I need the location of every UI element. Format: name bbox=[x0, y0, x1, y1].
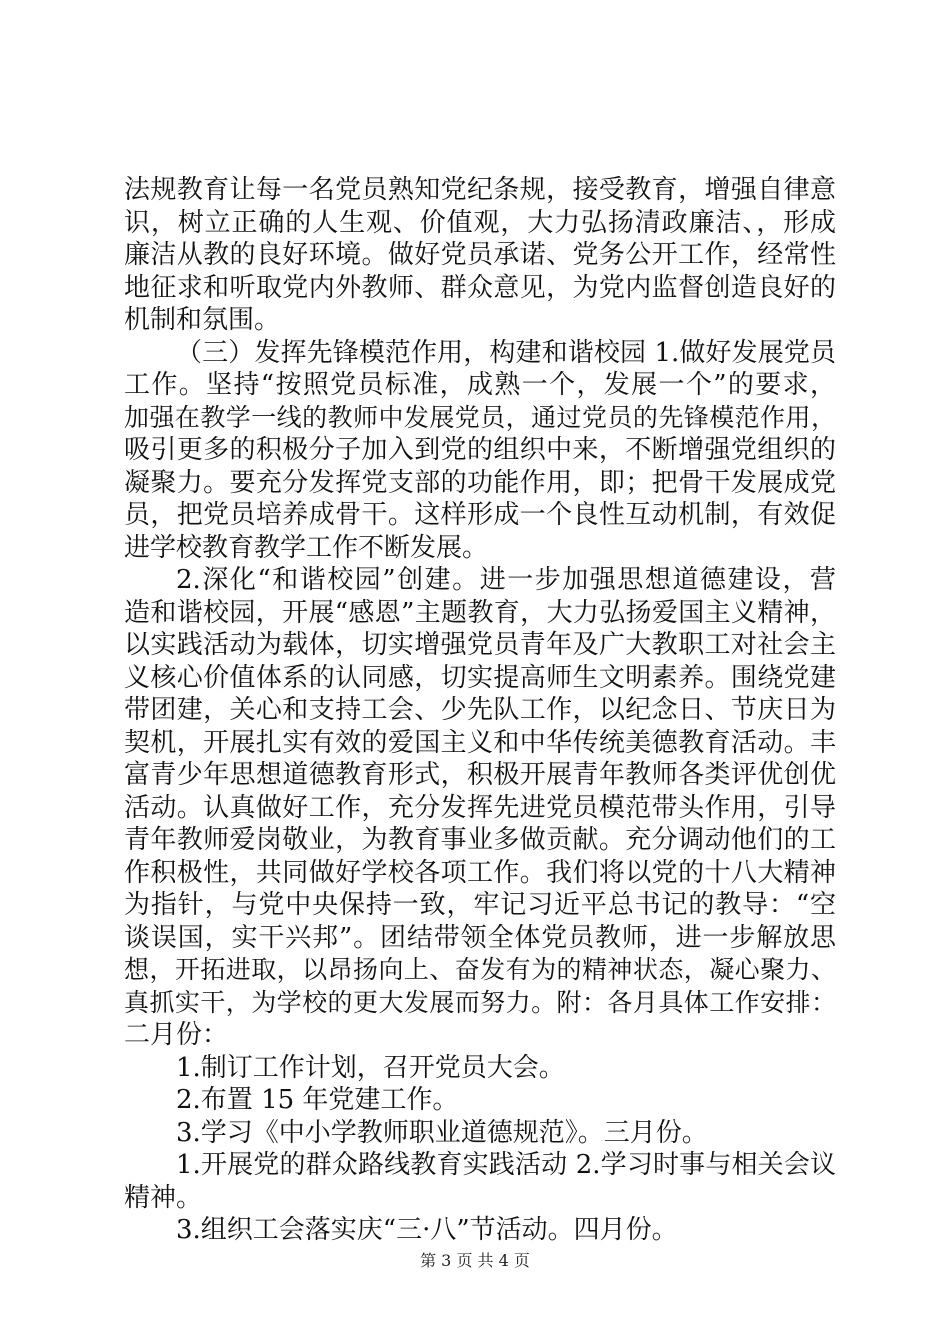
text-line: 进学校教育教学工作不断发展。 bbox=[124, 532, 489, 563]
text-line: 为指针，与党中央保持一致，牢记习近平总书记的教导：“空 bbox=[124, 890, 836, 920]
text-line: 工作。坚持“按照党员标准，成熟一个，发展一个”的要求， bbox=[124, 370, 836, 400]
text-line: 吸引更多的积极分子加入到党的组织中来，不断增强党组织的 bbox=[124, 435, 836, 465]
text-line: 3.组织工会落实庆“三·八”节活动。四月份。 bbox=[176, 1215, 678, 1245]
text-line: 富青少年思想道德教育形式，积极开展青年教师各类评优创优 bbox=[124, 760, 836, 790]
text-line: 带团建，关心和支持工会、少先队工作，以纪念日、节庆日为 bbox=[124, 695, 836, 725]
document-body bbox=[124, 174, 836, 1247]
text-line: 凝聚力。要充分发挥党支部的功能作用，即；把骨干发展成党 bbox=[124, 467, 836, 498]
text-line: 想，开拓进取，以昂扬向上、奋发有为的精神状态，凝心聚力、 bbox=[124, 955, 836, 984]
text-line: 义核心价值体系的认同感，切实提高师生文明素养。围绕党建 bbox=[124, 662, 836, 693]
text-line: 法规教育让每一名党员熟知党纪条规，接受教育，增强自律意 bbox=[124, 175, 836, 205]
text-line: 加强在教学一线的教师中发展党员，通过党员的先锋模范作用， bbox=[124, 402, 836, 432]
text-line: 2.深化“和谐校园”创建。进一步加强思想道德建设，营 bbox=[176, 565, 836, 595]
text-line: （三）发挥先锋模范作用，构建和谐校园 1.做好发展党员 bbox=[176, 337, 836, 368]
text-line: 2.布置 15 年党建工作。 bbox=[176, 1085, 459, 1115]
text-line: 青年教师爱岗敬业，为教育事业多做贡献。充分调动他们的工 bbox=[124, 825, 836, 855]
text-line: 廉洁从教的良好环境。做好党员承诺、党务公开工作，经常性 bbox=[124, 240, 836, 270]
text-line: 机制和氛围。 bbox=[124, 305, 281, 335]
text-line: 1.制订工作计划，召开党员大会。 bbox=[176, 1052, 565, 1083]
text-line: 谈误国，实干兴邦”。团结带领全体党员教师，进一步解放思 bbox=[124, 922, 836, 953]
text-line: 以实践活动为载体，切实增强党员青年及广大教职工对社会主 bbox=[124, 630, 836, 660]
page-number-footer: 第 3 页 共 4 页 bbox=[420, 1251, 530, 1270]
text-line: 1.开展党的群众路线教育实践活动 2.学习时事与相关会议 bbox=[176, 1150, 836, 1180]
text-line: 识，树立正确的人生观、价值观，大力弘扬清政廉洁、，形成 bbox=[124, 207, 836, 238]
text-line: 真抓实干，为学校的更大发展而努力。附：各月具体工作安排： bbox=[124, 987, 836, 1017]
text-line: 精神。 bbox=[124, 1182, 203, 1213]
text-line: 地征求和听取党内外教师、群众意见，为党内监督创造良好的 bbox=[124, 272, 836, 303]
text-line: 二月份： bbox=[124, 1020, 229, 1050]
text-line: 员，把党员培养成骨干。这样形成一个良性互动机制，有效促 bbox=[124, 500, 836, 530]
text-line: 活动。认真做好工作，充分发挥先进党员模范带头作用，引导 bbox=[124, 792, 836, 823]
text-line: 造和谐校园，开展“感恩”主题教育，大力弘扬爱国主义精神， bbox=[124, 597, 836, 628]
text-line: 3.学习《中小学教师职业道德规范》。三月份。 bbox=[176, 1117, 708, 1148]
text-line: 作积极性，共同做好学校各项工作。我们将以党的十八大精神 bbox=[124, 857, 836, 888]
text-line: 契机，开展扎实有效的爱国主义和中华传统美德教育活动。丰 bbox=[124, 727, 836, 758]
